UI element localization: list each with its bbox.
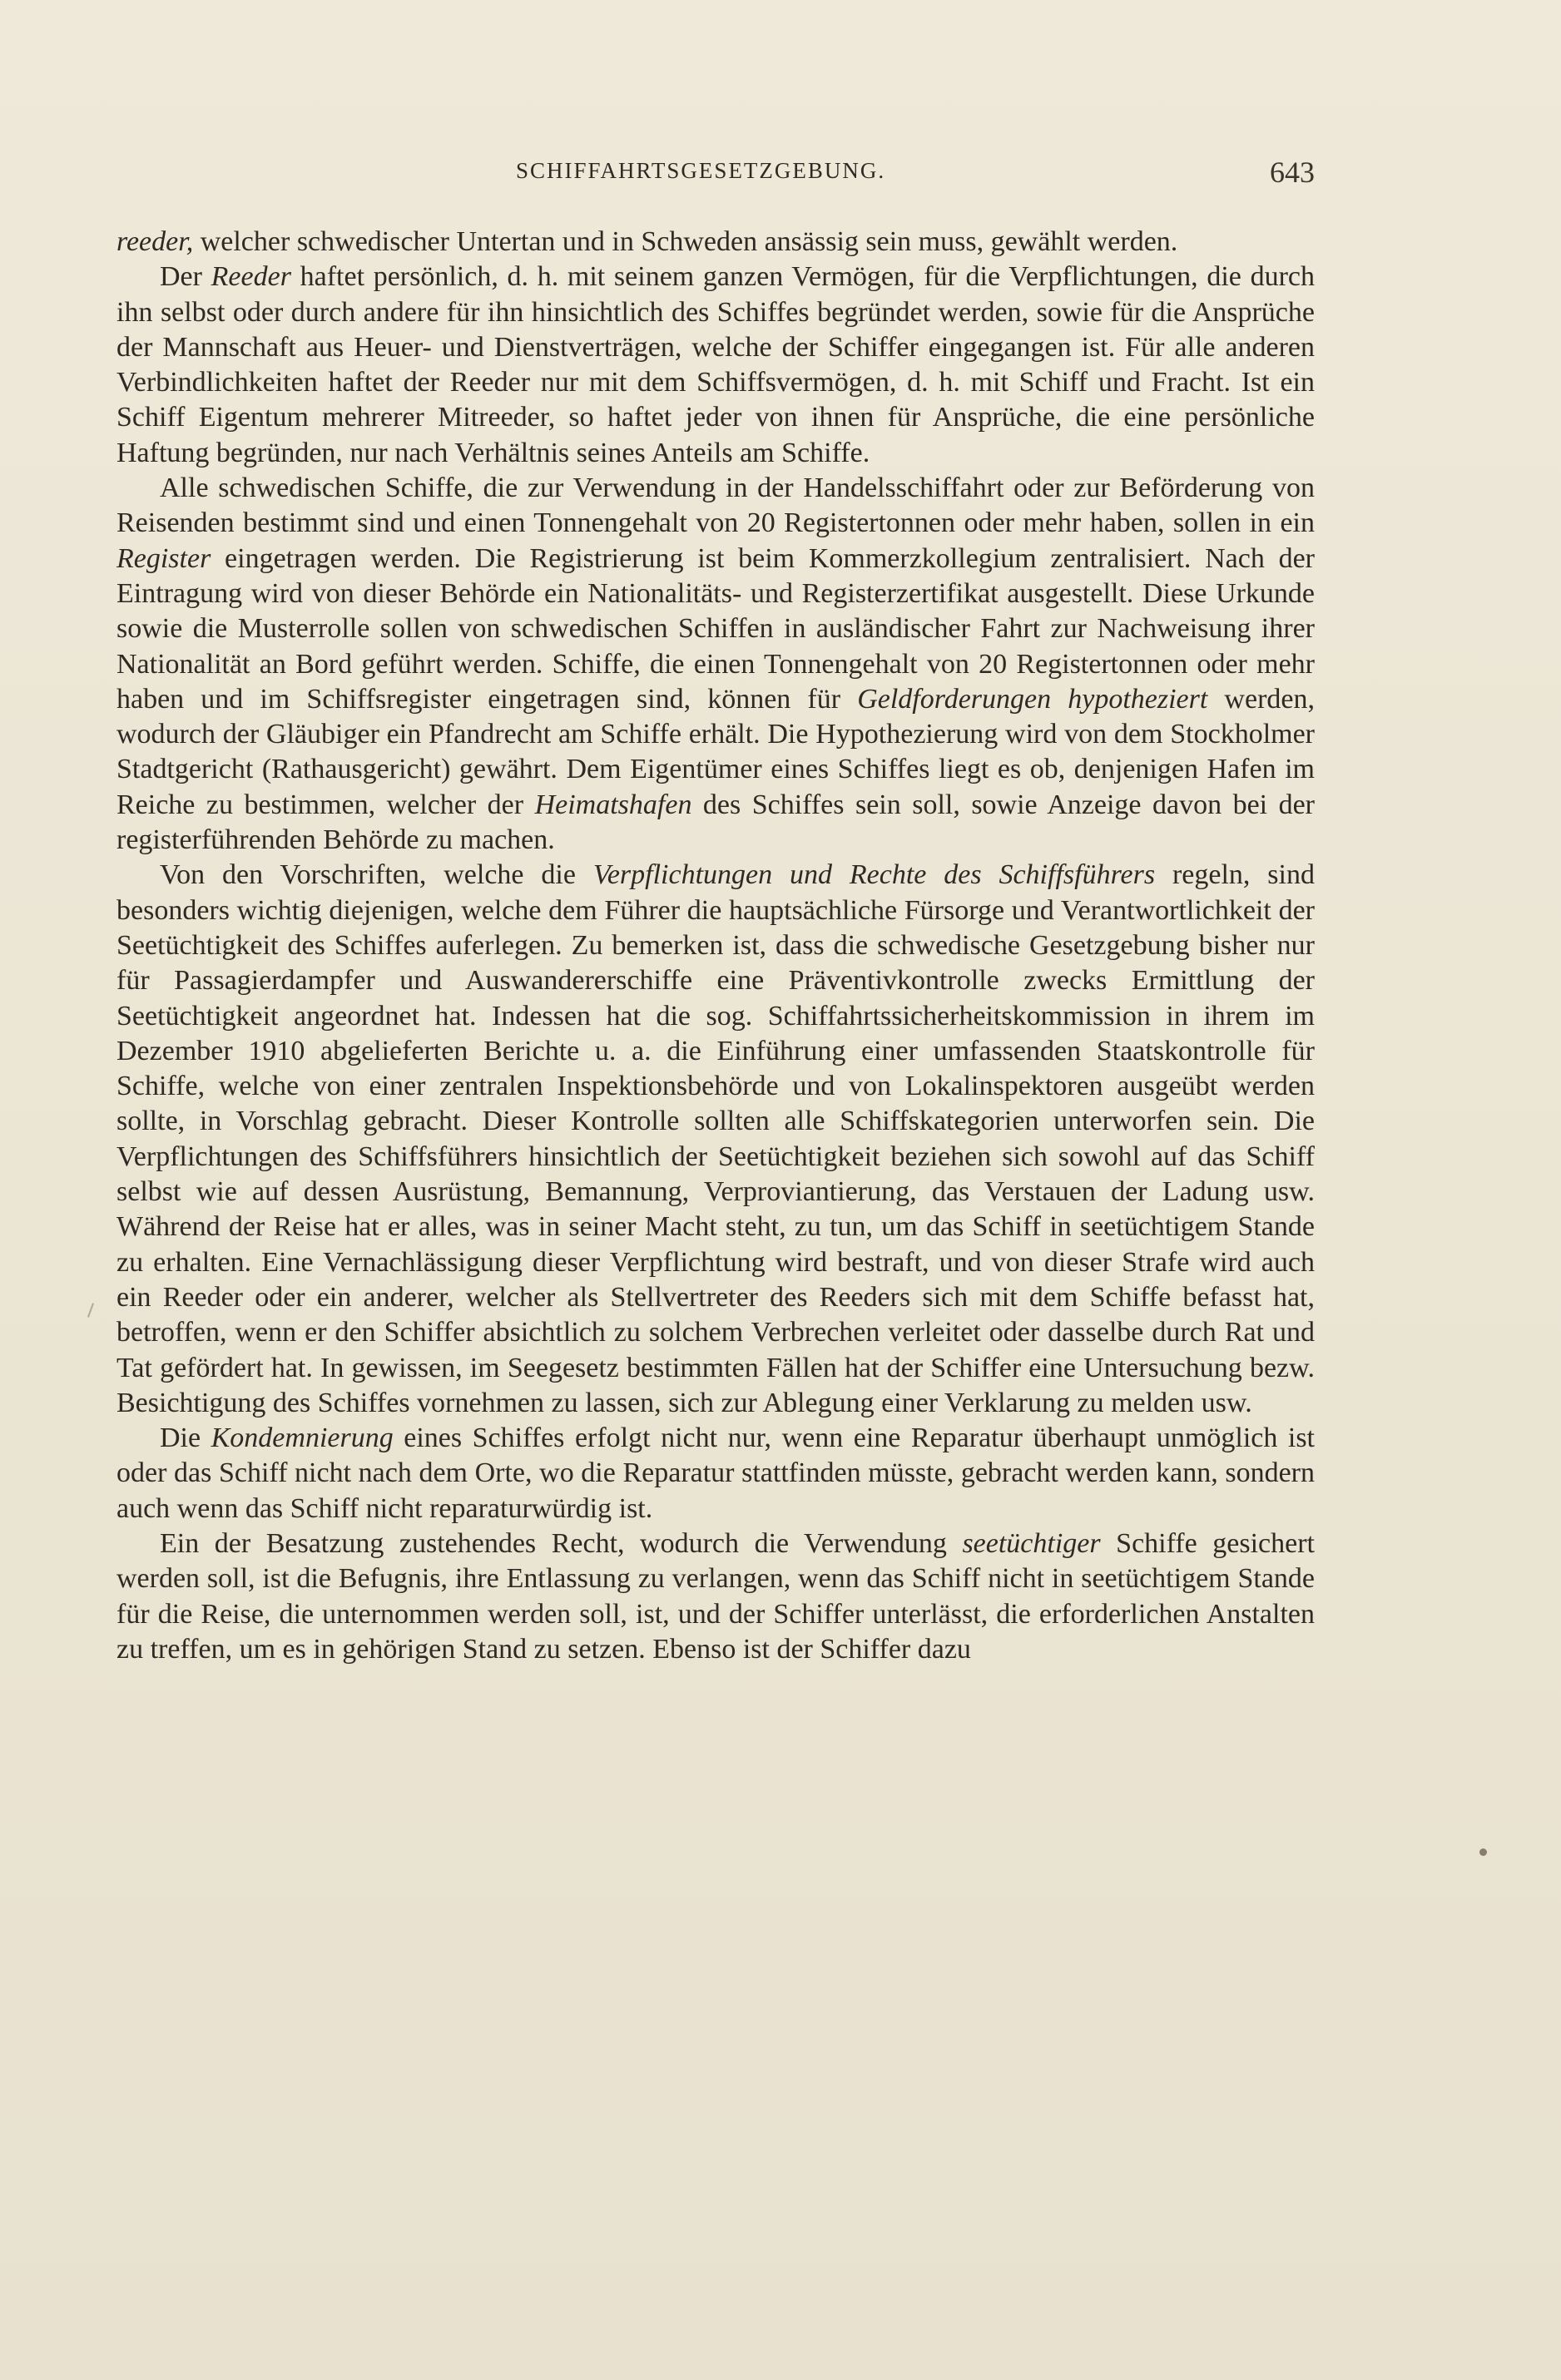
body-text	[116, 225, 1315, 1667]
paragraph-4-text-c: regeln, sind besonders wichtig diejenigen, welche dem Führer die hauptsächliche Fürsorge und Verantwortlichkeit der Seetüchtigkeit des Schiffes auferlegen. Zu bemerken ist, dass die schwedische Gesetzgebung bisher nur für Passagierdampfer und Auswandererschiffe eine Präventivkontrolle zwecks Ermittlung der Seetüchtigkeit angeordnet hat. Indessen hat die sog. Schiffahrtssicherheitskommission in ihrem im Dezember 1910 abgelieferten Berichte u. a. die Einführung einer umfassenden Staatskontrolle für Schiffe, welche von einer zentralen Inspektionsbehörde und von Lokalinspektoren ausgeübt werden sollte, in Vorschlag gebracht. Dieser Kontrolle sollten alle Schiffskategorien unterworfen sein. Die Verpflichtungen des Schiffsführers hinsichtlich der Seetüchtigkeit beziehen sich sowohl auf das Schiff selbst wie auf dessen Ausrüstung, Bemannung, Verproviantierung, das Verstauen der Ladung usw. Während der Reise hat er alles, was in seiner Macht steht, zu tun, um das Schiff in seetüchtigem Stande zu erhalten. Eine Vernachlässigung dieser Verpflichtung wird bestraft, und von dieser Strafe wird auch ein Reeder oder ein anderer, welcher als Stellvertreter des Reeders sich mit dem Schiffe befasst hat, betroffen, wenn er den Schiffer absichtlich zu solchem Verbrechen verleitet oder dasselbe durch Rat und Tat gefördert hat. In gewissen, im Seegesetz bestimmten Fällen hat der Schiffer eine Untersuchung bezw. Besichtigung des Schiffes vornehmen zu lassen, sich zur Ablegung einer Verklarung zu melden usw.	[116, 859, 1315, 1418]
paragraph-1-text: welcher schwedischer Untertan und in Schweden ansässig sein muss, gewählt werden.	[193, 226, 1178, 257]
paragraph-3-italic-heimatshafen: Heimatshafen	[534, 789, 692, 820]
paragraph-2	[116, 260, 1315, 471]
margin-pencil-tick	[87, 1303, 94, 1318]
paragraph-5-text-a: Die	[160, 1423, 211, 1454]
paragraph-3-text-a: Alle schwedischen Schiffe, die zur Verwendung in der Handelsschiffahrt oder zur Beförderung von Reisenden bestimmt sind und einen Tonnengehalt von 20 Registertonnen oder mehr haben, sollen in ein	[116, 473, 1315, 539]
page-header	[116, 158, 1315, 200]
paragraph-3-italic-register: Register	[116, 542, 211, 574]
paragraph-6	[116, 1526, 1315, 1667]
paragraph-3	[116, 471, 1315, 858]
running-title: SCHIFFAHRTSGESETZGEBUNG.	[516, 158, 886, 183]
page-number: 643	[1270, 156, 1315, 189]
paragraph-6-text-a: Ein der Besatzung zustehendes Recht, wodurch die Verwendung	[160, 1527, 963, 1559]
paragraph-3-text-g: des Schiffes sein soll, sowie Anzeige davon bei der registerführenden Behörde zu machen.	[116, 789, 1315, 856]
paragraph-3-italic-geldforderungen: Geldforderungen hypotheziert	[857, 683, 1208, 715]
paragraph-4	[116, 858, 1315, 1421]
paragraph-3-text-c: eingetragen werden. Die Registrierung ist beim Kommerzkollegium zentralisiert. Nach der Eintragung wird von dieser Behörde ein Nationalitäts- und Registerzertifikat ausgestellt. Diese Urkunde sowie die Musterrolle sollen von schwedischen Schiffen in ausländischer Fahrt zur Nachweisung ihrer Nationalität an Bord geführt werden. Schiffe, die einen Tonnengehalt von 20 Registertonnen oder mehr haben und im Schiffsregister eingetragen sind, können für	[116, 542, 1315, 715]
paragraph-6-text-c: Schiffe gesichert werden soll, ist die Befugnis, ihre Entlassung zu verlangen, wenn das Schiff nicht in seetüchtigem Stande für die Reise, die unternommen werden soll, ist, und der Schiffer unterlässt, die erforderlichen Anstalten zu treffen, um es in gehörigen Stand zu setzen. Ebenso ist der Schiffer dazu	[116, 1527, 1315, 1665]
paragraph-4-italic: Verpflichtungen und Rechte des Schiffsführers	[592, 859, 1156, 891]
paragraph-2-text-a: Der	[160, 261, 211, 293]
paragraph-3-text-e: werden, wodurch der Gläubiger ein Pfandrecht am Schiffe erhält. Die Hypothezierung wird von dem Stockholmer Stadtgericht (Rathausgericht) gewährt. Dem Eigentümer eines Schiffes liegt es ob, denjenigen Hafen im Reiche zu bestimmen, welcher der	[116, 683, 1315, 820]
paragraph-1-italic: reeder,	[116, 226, 194, 257]
paragraph-1	[116, 225, 1315, 260]
paragraph-2-text-c: haftet persönlich, d. h. mit seinem ganzen Vermögen, für die Verpflichtungen, die durch ihn selbst oder durch andere für ihn hinsichtlich des Schiffes begründet werden, sowie für die Ansprüche der Mannschaft aus Heuer- und Dienstverträgen, welche der Schiffer eingegangen ist. Für alle anderen Verbindlichkeiten haftet der Reeder nur mit dem Schiffsvermögen, d. h. mit Schiff und Fracht. Ist ein Schiff Eigentum mehrerer Mitreeder, so haftet jeder von ihnen für Ansprüche, die eine persönliche Haftung begründen, nur nach Verhältnis seines Anteils am Schiffe.	[116, 261, 1315, 468]
paragraph-5-italic: Kondemnierung	[211, 1423, 394, 1454]
paragraph-6-italic: seetüchtiger	[962, 1527, 1101, 1559]
paragraph-2-italic: Reeder	[211, 261, 291, 293]
paragraph-5	[116, 1421, 1315, 1526]
margin-dot-mark	[1479, 1848, 1487, 1856]
paragraph-5-text-c: eines Schiffes erfolgt nicht nur, wenn eine Reparatur überhaupt unmöglich ist oder das Schiff nicht nach dem Orte, wo die Reparatur stattfinden müsste, gebracht werden kann, sondern auch wenn das Schiff nicht reparaturwürdig ist.	[116, 1423, 1315, 1524]
paragraph-4-text-a: Von den Vorschriften, welche die	[160, 859, 593, 891]
